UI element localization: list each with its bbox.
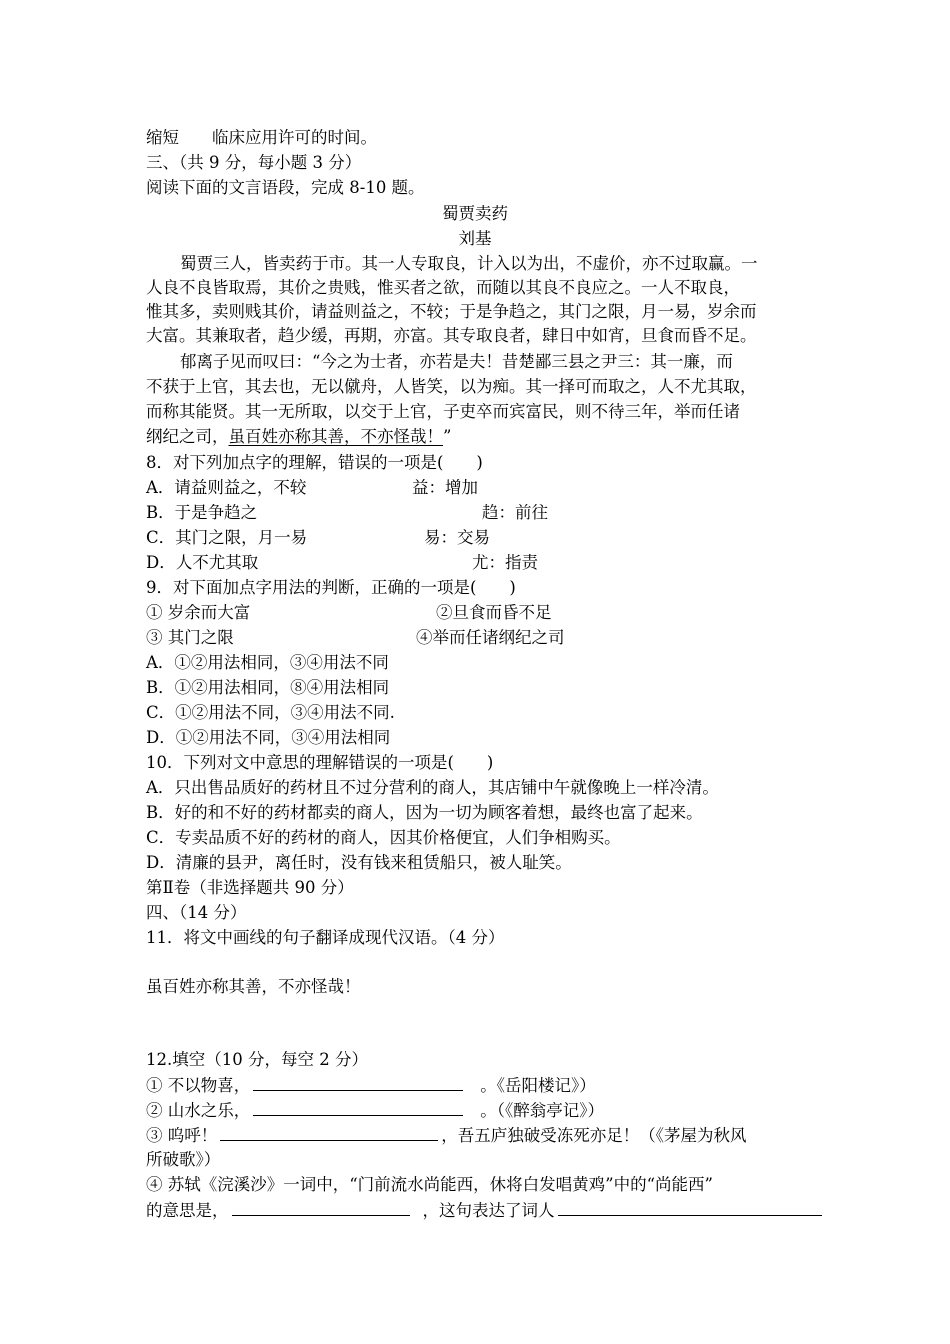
- passage-p1-line1: 蜀贾三人，皆卖药于市。其一人专取良，计入以为出，不虚价，亦不过取赢。一: [180, 254, 758, 273]
- q9-option-b: B．①②用法相同，⑧④用法相同: [146, 678, 390, 697]
- fill-3-blank[interactable]: [220, 1123, 438, 1141]
- passage-p2-line3: 而称其能贤。其一无所取，以交于上官，子吏卒而宾富民，则不待三年，举而任诸: [146, 402, 740, 421]
- underlined-sentence: 虽百姓亦称其善，不亦怪哉！: [228, 427, 443, 446]
- passage-p1-line2: 人良不良皆取焉，其价之贵贱，惟买者之欲，而随以其良不良应之。一人不取良，: [146, 278, 740, 297]
- q9-item-1: ① 岁余而大富: [146, 603, 251, 622]
- q9-option-d: D．①②用法不同，③④用法相同: [146, 728, 391, 747]
- passage-p2-line1: 郁离子见而叹曰：“今之为士者，亦若是夫！昔楚鄙三县之尹三：其一廉，而: [180, 352, 733, 371]
- fill-2: [146, 1098, 604, 1123]
- q8-option-b: B．于是争趋之: [146, 503, 258, 522]
- question-11: 11．将文中画线的句子翻译成现代汉语。（4 分）: [146, 928, 505, 947]
- q8-option-a: A．请益则益之，不较: [146, 478, 307, 497]
- reading-instruction: 阅读下面的文言语段，完成 8-10 题。: [146, 178, 425, 197]
- q10-option-a: A．只出售品质好的药材且不过分营利的商人，其店铺中午就像晚上一样冷清。: [146, 778, 719, 797]
- volume-2-header: 第Ⅱ卷（非选择题共 90 分）: [146, 878, 354, 897]
- q9-option-c: C．①②用法不同，③④用法不同.: [146, 703, 395, 722]
- q11-sentence: 虽百姓亦称其善，不亦怪哉！: [146, 977, 361, 996]
- fill-3: [146, 1123, 747, 1148]
- fill-1-prompt: ① 不以物喜，: [146, 1076, 251, 1095]
- passage-p1-line4: 大富。其兼取者，趋少缓，再期，亦富。其专取良者，肆日中如宵，旦食而昏不足。: [146, 326, 757, 345]
- fill-4-cont: [146, 1198, 825, 1223]
- fill-2-source: 。（《醉翁亭记》）: [480, 1101, 604, 1120]
- question-12: 12.填空（10 分，每空 2 分）: [146, 1050, 368, 1069]
- fill-4: ④ 苏轼《浣溪沙》一词中，“门前流水尚能西，休将白发唱黄鸡”中的“尚能西”: [146, 1175, 713, 1194]
- q8-option-b-meaning: 趋：前往: [482, 503, 548, 522]
- fill-4-prompt: 的意思是，: [146, 1201, 229, 1220]
- section-4-header: 四、（14 分）: [146, 903, 247, 922]
- fill-1: [146, 1073, 596, 1098]
- passage-p2-line2: 不获于上官，其去也，无以僦舟，人皆笑，以为痴。其一择可而取之，人不尤其取，: [146, 377, 757, 396]
- question-9: 9．对下面加点字用法的判断，正确的一项是( ): [146, 578, 516, 597]
- fill-3-prompt: ③ 呜呼！: [146, 1126, 218, 1145]
- passage-p1-line3: 惟其多，卖则贱其价，请益则益之，不较；于是争趋之，其门之限，月一易，岁余而: [146, 302, 757, 321]
- passage-title: 蜀贾卖药: [442, 204, 508, 223]
- fill-1-source: 。《岳阳楼记》）: [480, 1076, 596, 1095]
- fill-2-prompt: ② 山水之乐，: [146, 1101, 251, 1120]
- q10-option-c: C．专卖品质不好的药材的商人，因其价格便宜，人们争相购买。: [146, 828, 621, 847]
- q8-option-c: C．其门之限，月一易: [146, 528, 308, 547]
- q8-option-c-meaning: 易：交易: [424, 528, 490, 547]
- question-8: 8．对下列加点字的理解，错误的一项是( ): [146, 453, 483, 472]
- fill-4-blank-1[interactable]: [232, 1198, 410, 1216]
- fill-3-cont: 所破歌》）: [146, 1150, 221, 1169]
- q9-item-2: ②旦食而昏不足: [436, 603, 552, 622]
- fill-4-mid: ，这句表达了词人: [422, 1201, 555, 1220]
- q9-item-4: ④举而任诸纲纪之司: [416, 628, 565, 647]
- q8-option-a-meaning: 益：增加: [412, 478, 478, 497]
- passage-author: 刘基: [458, 229, 492, 248]
- q9-item-3: ③ 其门之限: [146, 628, 234, 647]
- fill-4-blank-2[interactable]: [558, 1198, 822, 1216]
- fill-2-blank[interactable]: [253, 1098, 463, 1116]
- closing-quote: ”: [443, 427, 452, 446]
- q8-option-d-meaning: 尤：指责: [472, 553, 538, 572]
- passage-p2-line4: [146, 425, 451, 449]
- line-shorten: 缩短 临床应用许可的时间。: [146, 128, 377, 147]
- fill-3-source: ，吾五庐独破受冻死亦足！（《茅屋为秋风: [441, 1126, 747, 1145]
- passage-p2-line4-pre: 纲纪之司，: [146, 427, 229, 446]
- q10-option-d: D．清廉的县尹，离任时，没有钱来租赁船只，被人耻笑。: [146, 853, 572, 872]
- section-3-header: 三、（共 9 分，每小题 3 分）: [146, 153, 362, 172]
- q9-option-a: A．①②用法相同，③④用法不同: [146, 653, 389, 672]
- fill-1-blank[interactable]: [253, 1073, 463, 1091]
- q10-option-b: B．好的和不好的药材都卖的商人，因为一切为顾客着想，最终也富了起来。: [146, 803, 703, 822]
- question-10: 10．下列对文中意思的理解错误的一项是( ): [146, 753, 494, 772]
- q8-option-d: D．人不尤其取: [146, 553, 259, 572]
